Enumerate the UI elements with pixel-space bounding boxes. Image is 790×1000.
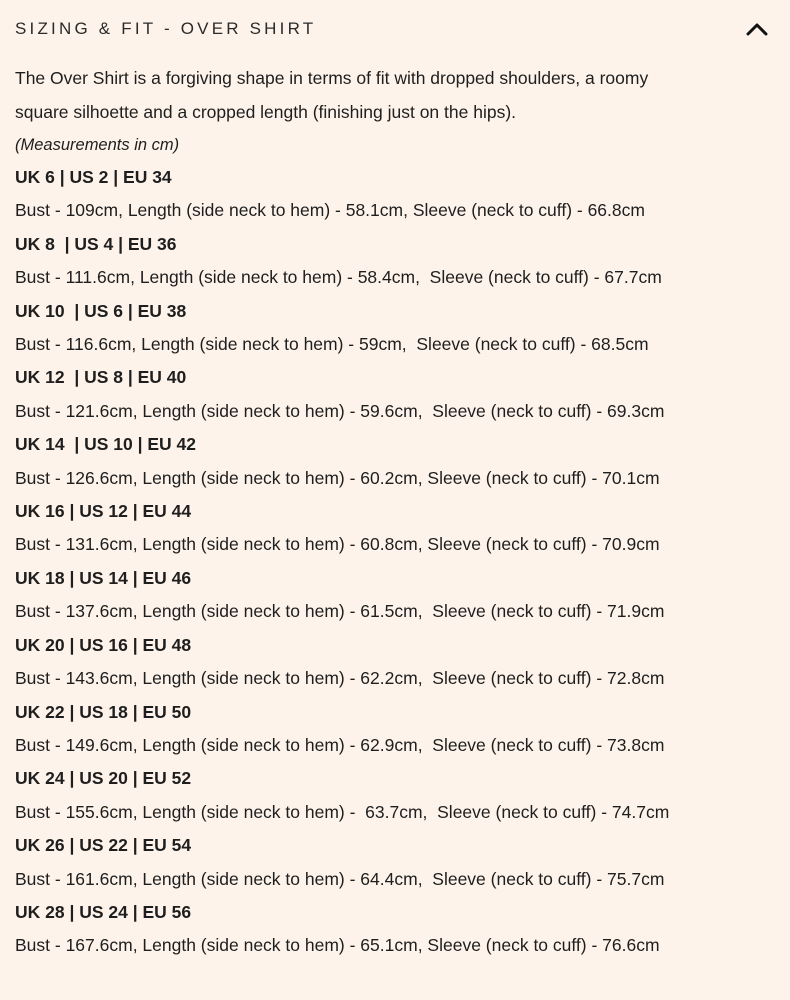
accordion-header[interactable]	[0, 0, 790, 60]
size-measurements: Bust - 131.6cm, Length (side neck to hem) - 60.8cm, Sleeve (neck to cuff) - 70.9cm	[15, 534, 660, 555]
size-measurements: Bust - 161.6cm, Length (side neck to hem) - 64.4cm, Sleeve (neck to cuff) - 75.7cm	[15, 868, 665, 889]
size-heading: UK 26 | US 22 | EU 54	[15, 835, 192, 856]
size-measurements: Bust - 155.6cm, Length (side neck to hem) - 63.7cm, Sleeve (neck to cuff) - 74.7cm	[15, 801, 670, 822]
size-entry	[15, 295, 785, 362]
size-entry	[15, 161, 785, 228]
size-entry	[15, 696, 785, 763]
size-measurements: Bust - 121.6cm, Length (side neck to hem) - 59.6cm, Sleeve (neck to cuff) - 69.3cm	[15, 400, 665, 421]
size-heading: UK 14 | US 10 | EU 42	[15, 434, 196, 455]
size-entry	[15, 896, 785, 963]
size-heading: UK 20 | US 16 | EU 48	[15, 634, 192, 655]
size-measurements: Bust - 109cm, Length (side neck to hem) - 58.1cm, Sleeve (neck to cuff) - 66.8cm	[15, 200, 645, 221]
size-entry	[15, 562, 785, 629]
size-measurements: Bust - 143.6cm, Length (side neck to hem) - 62.2cm, Sleeve (neck to cuff) - 72.8cm	[15, 668, 665, 689]
accordion-title: SIZING & FIT - OVER SHIRT	[15, 19, 317, 38]
size-measurements: Bust - 149.6cm, Length (side neck to hem) - 62.9cm, Sleeve (neck to cuff) - 73.8cm	[15, 734, 665, 755]
size-entry	[15, 762, 785, 829]
fit-description: The Over Shirt is a forgiving shape in terms of fit with dropped shoulders, a roomy square silhoette and a cropped length (finishing just on the hips).	[15, 68, 649, 122]
size-entry	[15, 228, 785, 295]
size-heading: UK 8 | US 4 | EU 36	[15, 233, 177, 254]
size-measurements: Bust - 116.6cm, Length (side neck to hem) - 59cm, Sleeve (neck to cuff) - 68.5cm	[15, 334, 649, 355]
size-heading: UK 22 | US 18 | EU 50	[15, 701, 192, 722]
size-entry	[15, 495, 785, 562]
size-entry	[15, 629, 785, 696]
size-measurements: Bust - 126.6cm, Length (side neck to hem) - 60.2cm, Sleeve (neck to cuff) - 70.1cm	[15, 467, 660, 488]
size-heading: UK 10 | US 6 | EU 38	[15, 300, 187, 321]
size-measurements: Bust - 137.6cm, Length (side neck to hem) - 61.5cm, Sleeve (neck to cuff) - 71.9cm	[15, 601, 665, 622]
size-entry	[15, 428, 785, 495]
size-heading: UK 16 | US 12 | EU 44	[15, 501, 192, 522]
size-entry	[15, 829, 785, 896]
size-entry	[15, 361, 785, 428]
accordion-content	[15, 62, 785, 963]
size-heading: UK 6 | US 2 | EU 34	[15, 167, 172, 187]
size-heading: UK 28 | US 24 | EU 56	[15, 901, 192, 922]
measurement-unit-note: (Measurements in cm)	[15, 136, 180, 154]
size-heading: UK 18 | US 14 | EU 46	[15, 567, 192, 588]
size-measurements: Bust - 111.6cm, Length (side neck to hem) - 58.4cm, Sleeve (neck to cuff) - 67.7cm	[15, 267, 662, 288]
size-heading: UK 24 | US 20 | EU 52	[15, 768, 192, 789]
chevron-up-icon[interactable]	[746, 22, 768, 36]
size-measurements: Bust - 167.6cm, Length (side neck to hem) - 65.1cm, Sleeve (neck to cuff) - 76.6cm	[15, 935, 660, 956]
size-list	[15, 161, 785, 963]
size-heading: UK 12 | US 8 | EU 40	[15, 367, 187, 388]
